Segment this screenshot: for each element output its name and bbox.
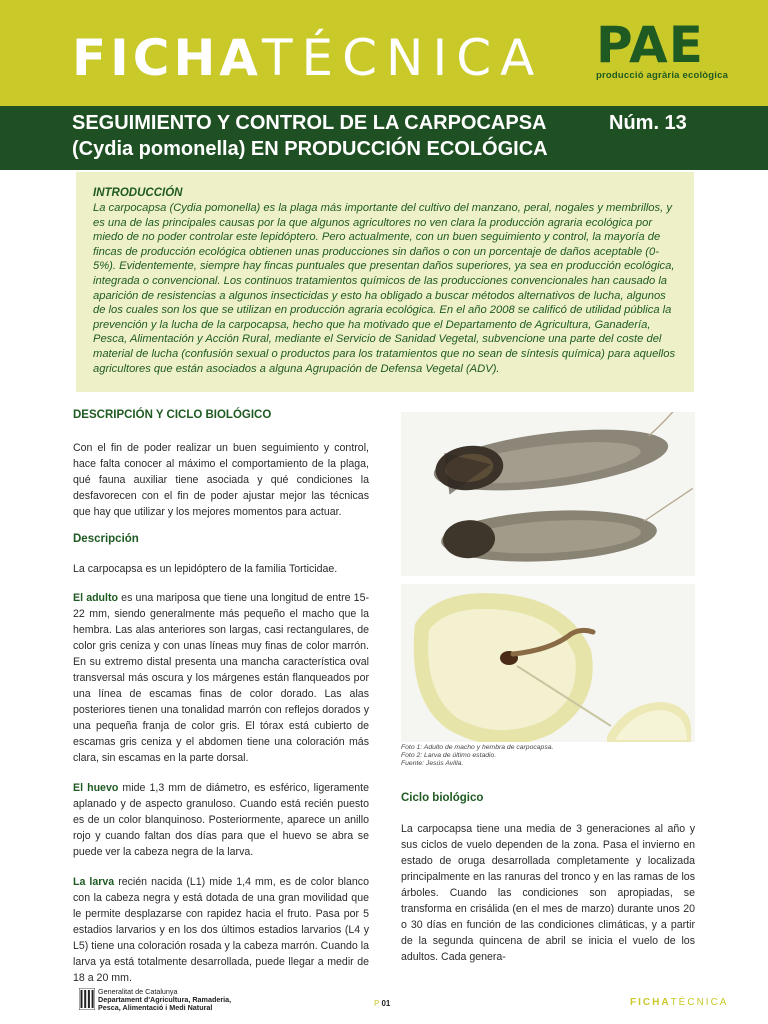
caption-line3: Fuente: Jesús Avilla.	[401, 760, 464, 767]
paragraph-adult	[73, 590, 369, 766]
paragraph-intro: Con el fin de poder realizar un buen seguimiento y control, hace falta conocer al máximo el comportamiento de la plaga, qué fauna auxiliar tiene asociada y qué condiciones la desfavorecen con el fin de poder ajustar mejor las técnicas que hay que utilizar y los mejores momentos para actuar.	[73, 442, 369, 518]
footer-ficha-tecnica	[630, 997, 728, 1008]
egg-label: El huevo	[73, 782, 119, 794]
larva-label: La larva	[73, 876, 115, 888]
caption-line1: Foto 1: Adulto de macho y hembra de carpocapsa.	[401, 744, 554, 751]
page-number	[374, 999, 390, 1008]
egg-text: mide 1,3 mm de diámetro, es esférico, ligeramente aplanado y de aspecto granuloso. Cuando está recién puesto es de un color blanquinoso. Posteriormente, aparece un anillo rojo y cuando faltan dos días para que el huevo se abra se puede ver la cabeza negra de la larva.	[73, 782, 369, 858]
introduction-title: INTRODUCCIÓN	[93, 187, 183, 199]
document-title-line1: SEGUIMIENTO Y CONTROL DE LA CARPOCAPSA	[72, 112, 547, 134]
section-title: DESCRIPCIÓN Y CICLO BIOLÓGICO	[73, 409, 272, 421]
logo-main-text: PAE	[596, 16, 704, 74]
ficha-tecnica-title	[72, 28, 543, 88]
footer-ficha-bold: FICHA	[630, 997, 671, 1008]
document-title-line2: (Cydia pomonella) EN PRODUCCIÓN ECOLÓGICA	[72, 138, 548, 160]
footer-org-line1: Generalitat de Catalunya	[98, 987, 178, 996]
title-bold: FICHA	[72, 29, 262, 87]
paragraph-larva	[73, 874, 369, 986]
larva-text: recién nacida (L1) mide 1,4 mm, es de color blanco con la cabeza negra y está dotada de una gran movilidad que le permite desplazarse con rapidez hacia el fruto. Pasa por 5 estadios larvarios y en los dos últimos estadios larvarios (L4 y L5) tiene una coloración rosada y la cabeza marrón. Cuando la larva ya está totalmente desarrollada, puede llegar a medir de 18 a 20 mm.	[73, 876, 369, 984]
paragraph-family: La carpocapsa es un lepidóptero de la familia Torticidae.	[73, 563, 338, 575]
footer-org-line3: Pesca, Alimentació i Medi Natural	[98, 1003, 213, 1012]
title-light: TÉCNICA	[262, 29, 544, 87]
footer-org-line2: Departament d'Agricultura, Ramaderia,	[98, 995, 232, 1004]
right-column	[401, 412, 695, 965]
subsection-title-ciclo: Ciclo biológico	[401, 792, 484, 804]
page-value: 01	[381, 999, 391, 1008]
adult-text: es una mariposa que tiene una longitud de entre 15-22 mm, siendo generalmente más pequeño el macho que la hembra. Las alas anteriores son largas, casi rectangulares, de color gris ceniza y con unas líneas muy finas de color marrón. En su extremo distal presenta una mancha característica oval transversal más oscura y los márgenes están flanqueados por una línea de escamas finas de color dorado. Las alas posteriores tienen una tonalidad marrón con reflejos dorados y una pequeña franja de color gris. El tórax está cubierto de escamas gris ceniza y el abdomen tiene una coloración más clara, sin escamas en la parte dorsal.	[73, 592, 369, 764]
left-column	[73, 408, 369, 986]
page-prefix: P	[374, 999, 380, 1008]
paragraph-egg	[73, 780, 369, 860]
footer-organization	[98, 988, 231, 1012]
introduction-text: La carpocapsa (Cydia pomonella) es la plaga más importante del cultivo del manzano, peral, nogales y membrillos, y es una de las principales causas por la que algunos agricultores no ven clara la producción agraria ecológica por miedo de no poder controlar este lepidóptero. Pero actualmente, con un buen seguimiento y control, la mayoría de fincas de producción ecológica obtienen unas producciones sin daños o con un porcentaje de daños aceptable (0-5%). Evidentemente, siempre hay fincas puntuales que presentan daños superiores, ya sea en producción ecológica, integrada o convencional. Los continuos tratamientos químicos de las producciones convencionales han causado la aparición de resistencias a algunos insecticidas y esto ha obligado a buscar métodos alternativos de lucha, algunos de los cuales son los que se utilizan en producción agraria ecológica. En el año 2008 se calificó de utilidad pública la prevención y la lucha de la carpocapsa, hecho que ha motivado que el Departamento de Agricultura, Ganadería, Pesca, Alimentación y Acción Rural, mediante el Servicio de Sanidad Vegetal, subvencione una parte del coste del material de lucha (confusión sexual o productos para los tratamientos que no sean de síntesis química) para aquellos agricultores que están asociados a alguna Agrupación de Defensa Vegetal (ADV).	[93, 202, 676, 375]
adult-label: El adulto	[73, 592, 118, 604]
pae-logo	[596, 16, 729, 81]
footer-ficha-light: TÉCNICA	[670, 997, 729, 1008]
caption-line2: Foto 2: Larva de último estadio.	[401, 752, 497, 759]
introduction-box	[76, 172, 694, 392]
document-title	[72, 110, 592, 162]
document-number: Núm. 13	[609, 112, 687, 134]
subsection-title-descripcion: Descripción	[73, 533, 139, 545]
logo-subtitle: producció agrària ecològica	[596, 70, 729, 81]
photo-larva-apple	[401, 584, 695, 742]
paragraph-cycle: La carpocapsa tiene una media de 3 generaciones al año y sus ciclos de vuelo dependen de la zona. Pasa el invierno en estado de oruga desarrollada completamente y localizada principalmente en las ranuras del tronco y en las ramas de los árboles. Cuando las condiciones son apropiadas, se transforma en crisálida (en el mes de marzo) durante unos 20 o 30 días en función de las condiciones climáticas, y a partir de la segunda quincena de abril se inicia el vuelo de los adultos. Cada genera-	[401, 823, 695, 963]
moths-illustration	[401, 412, 695, 576]
generalitat-logo-icon	[79, 988, 95, 1015]
apple-larva-illustration	[401, 584, 695, 742]
photo-adult-moths	[401, 412, 695, 576]
photo-caption	[401, 744, 695, 768]
